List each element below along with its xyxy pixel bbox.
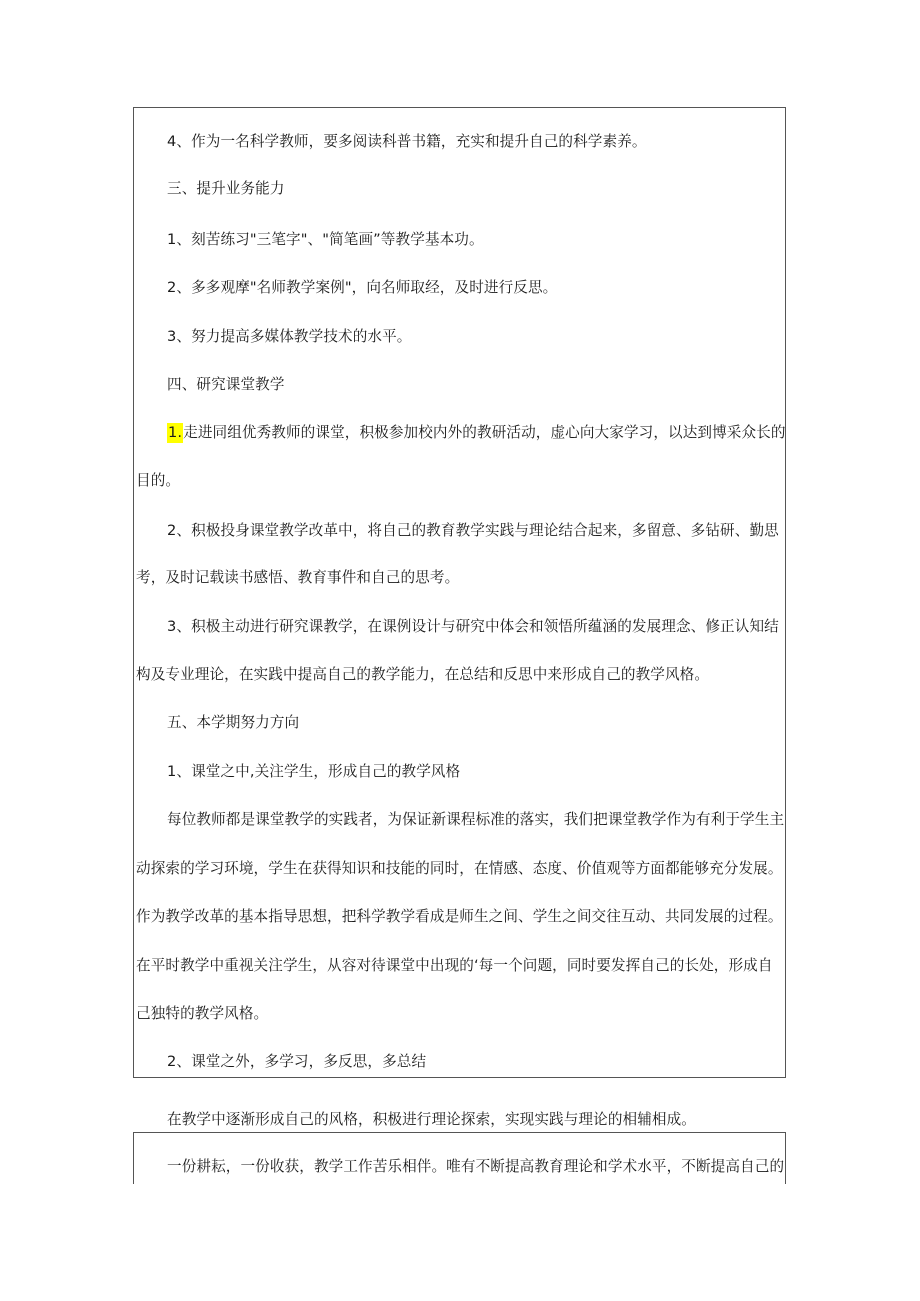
text-line: 4、作为一名科学教师，要多阅读科普书籍，充实和提升自己的科学素养。 [167, 133, 647, 150]
text-line: 3、努力提高多媒体教学技术的水平。 [167, 328, 412, 345]
section-heading: 四、研究课堂教学 [167, 376, 285, 393]
text-line: 1、刻苦练习"三笔字"、"简笔画”等教学基本功。 [167, 231, 484, 248]
text-line: 2、多多观摩"名师教学案例"，向名师取经，及时进行反思。 [167, 279, 558, 296]
text-line: 2、积极投身课堂教学改革中，将自己的教育教学实践与理论结合起来，多留意、多钻研、勤思 [167, 522, 779, 539]
content-frame [133, 107, 786, 1078]
text-line-outside-frame: 在教学中逐渐形成自己的风格，积极进行理论探索，实现实践与理论的相辅相成。 [167, 1111, 696, 1128]
text-line: 每位教师都是课堂教学的实践者，为保证新课程标准的落实，我们把课堂教学作为有利于学生主 [167, 811, 785, 828]
text-line: 构及专业理论，在实践中提高自己的教学能力，在总结和反思中来形成自己的教学风格。 [136, 666, 710, 683]
text-line-with-highlight [167, 423, 786, 443]
section-heading: 三、提升业务能力 [167, 180, 285, 197]
text-line: 1、课堂之中,关注学生，形成自己的教学风格 [167, 763, 461, 780]
text-line: 己独特的教学风格。 [136, 1005, 269, 1022]
text-line-body: 走进同组优秀教师的课堂，积极参加校内外的教研活动，虚心向大家学习，以达到博采众长的 [183, 424, 786, 441]
text-line: 考，及时记载读书感悟、教育事件和自己的思考。 [136, 569, 460, 586]
text-line: 作为教学改革的基本指导思想，把科学教学看成是师生之间、学生之间交往互动、共同发展的过程。 [136, 908, 783, 925]
section-heading: 五、本学期努力方向 [167, 714, 300, 731]
text-line: 目的。 [136, 472, 181, 489]
text-line: 在平时教学中重视关注学生，从容对待课堂中出现的‘每一个问题，同时要发挥自己的长处，形成自 [136, 957, 773, 974]
text-line: 2、课堂之外，多学习，多反思，多总结 [167, 1053, 427, 1070]
text-line: 3、积极主动进行研究课教学，在课例设计与研究中体会和领悟所蕴涵的发展理念、修正认知结 [167, 618, 779, 635]
highlight-marker: 1. [168, 424, 183, 441]
text-line: 一份耕耘，一份收获，教学工作苦乐相伴。唯有不断提高教育理论和学术水平，不断提高自己的 [167, 1158, 785, 1175]
text-line: 动探索的学习环境，学生在获得知识和技能的同时，在情感、态度、价值观等方面都能够充分发展。 [136, 860, 783, 877]
